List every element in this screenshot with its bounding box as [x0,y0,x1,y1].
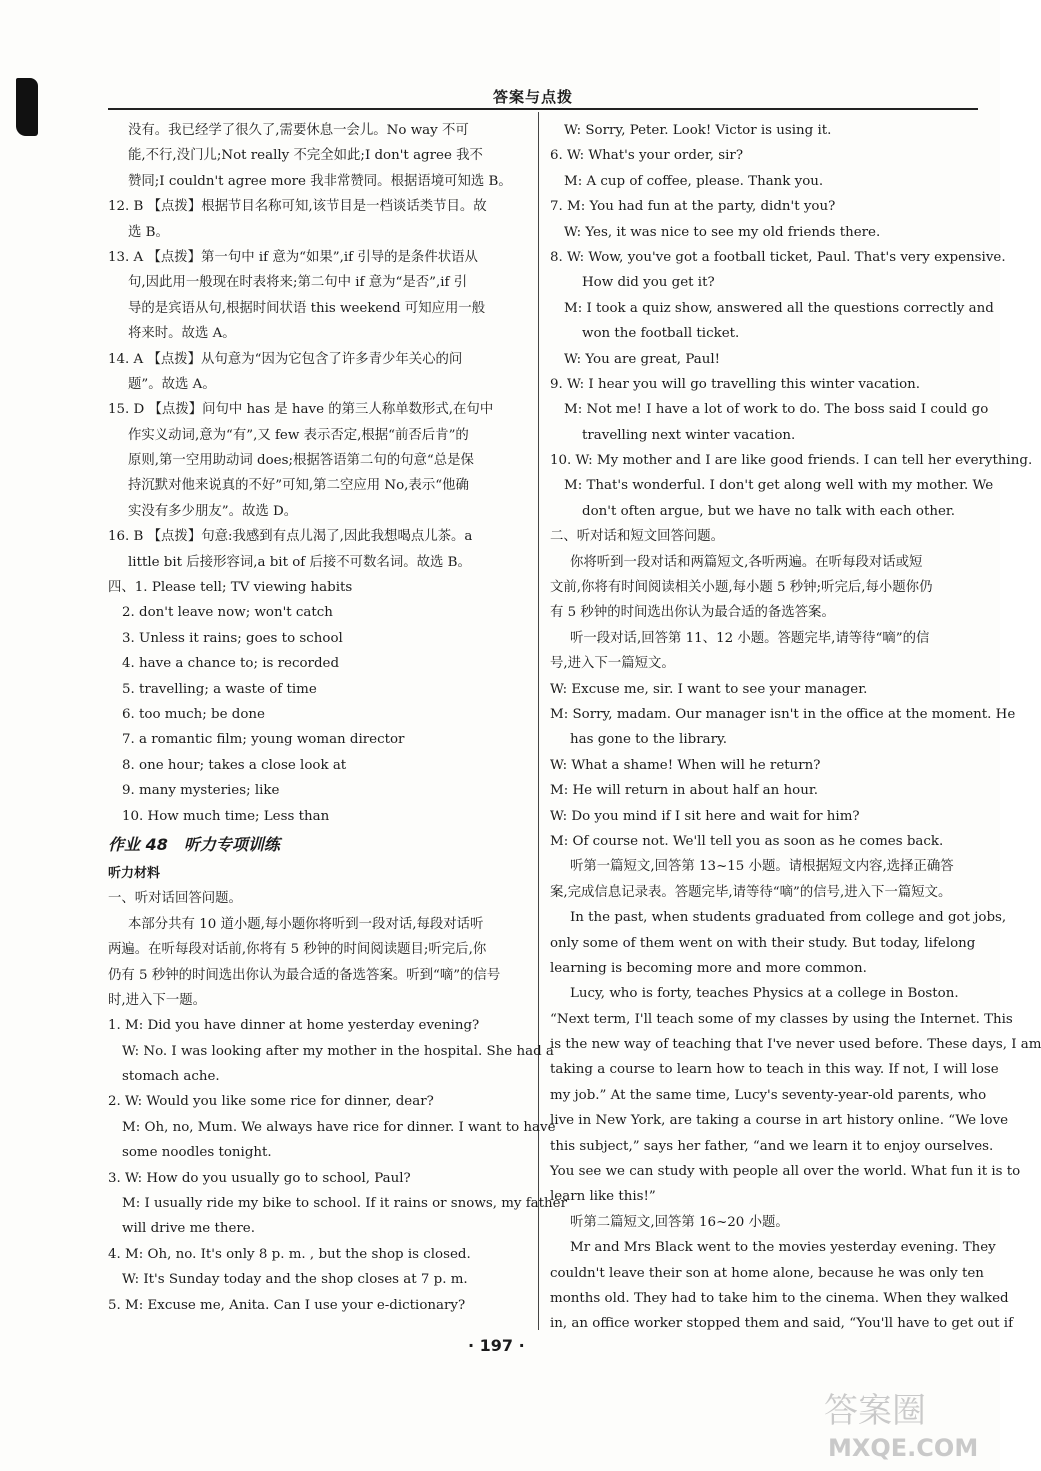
text-line: 导的是宾语从句,根据时间状语 this weekend 可知应用一般 [128,300,486,316]
text-line: Mr and Mrs Black went to the movies yesterday evening. They [570,1240,996,1256]
text-line: M: A cup of coffee, please. Thank you. [564,173,824,189]
section-title: 作业 48 听力专项训练 [108,834,280,854]
text-line: 8. W: Wow, you've got a football ticket, Paul. That's very expensive. [550,249,1006,265]
text-line: 12. B 【点拨】根据节目名称可知,该节目是一档谈话类节目。故 [108,199,487,215]
text-line: 句,因此用一般现在时表将来;第二句中 if 意为“是否”,if 引 [128,275,468,291]
text-line: 5. travelling; a waste of time [122,681,317,697]
text-line: W: Sorry, Peter. Look! Victor is using it. [564,123,832,138]
text-line: 听第一篇短文,回答第 13~15 小题。请根据短文内容,选择正确答 [570,859,954,875]
header-rule [108,108,978,110]
text-line: 6. too much; be done [122,706,265,722]
text-line: W: Excuse me, sir. I want to see your manager. [550,681,868,697]
text-line: 你将听到一段对话和两篇短文,各听两遍。在听每段对话或短 [570,554,923,570]
right-column [550,118,1041,1337]
text-line: this subject,” says her father, “and we learn it to enjoy ourselves. [550,1138,994,1154]
text-line: don't often argue, but we have no talk with each other. [582,503,956,519]
text-line: 没有。我已经学了很久了,需要休息一会儿。No way 不可 [128,123,469,138]
text-line: learning is becoming more and more common. [550,960,867,976]
text-line: W: No. I was looking after my mother in the hospital. She had a [122,1043,554,1059]
text-line: 4. have a chance to; is recorded [122,656,340,672]
text-line: M: I took a quiz show, answered all the questions correctly and [564,300,994,316]
watermark-line2: MXQE.COM [828,1434,979,1462]
text-line: only some of them went on with their study. But today, lifelong [550,935,976,951]
text-line: 实没有多少朋友”。故选 D。 [128,503,298,519]
text-line: 将来时。故选 A。 [128,326,236,342]
text-line: 5. M: Excuse me, Anita. Can I use your e-dictionary? [108,1297,466,1313]
text-line: 3. Unless it rains; goes to school [122,630,343,646]
text-line: 四、1. Please tell; TV viewing habits [108,580,353,596]
text-line: 文前,你将有时间阅读相关小题,每小题 5 秒钟;听完后,每小题你仍 [550,580,933,596]
text-line: learn like this!” [550,1189,656,1205]
text-line: 听力材料 [108,865,161,881]
text-line: W: Do you mind if I sit here and wait for him? [550,808,860,824]
text-line: 题”。故选 A。 [128,376,216,392]
text-line: 2. W: Would you like some rice for dinner, dear? [108,1094,434,1110]
text-line: 7. M: You had fun at the party, didn't you? [550,199,836,215]
column-divider [538,112,539,1330]
header-title: 答案与点拨 [493,88,574,106]
text-line: some noodles tonight. [122,1145,272,1161]
text-line: 7. a romantic film; young woman director [122,732,405,748]
text-line: M: Of course not. We'll tell you as soon as he comes back. [550,833,944,849]
text-line: has gone to the library. [570,732,728,748]
text-line: 9. W: I hear you will go travelling this winter vacation. [550,376,921,392]
left-column [108,118,567,1318]
text-line: 二、听对话和短文回答问题。 [550,529,725,545]
text-line: 本部分共有 10 道小题,每小题你将听到一段对话,每段对话听 [128,916,484,932]
watermark-line1: 答案圈 [824,1391,926,1431]
text-line: 14. A 【点拨】从句意为“因为它包含了许多青少年关心的问 [108,351,463,367]
text-line: 时,进入下一题。 [108,992,206,1008]
text-line: 13. A 【点拨】第一句中 if 意为“如果”,if 引导的是条件状语从 [108,249,478,265]
text-line: little bit 后接形容词,a bit of 后接不可数名词。故选 B。 [128,554,471,570]
text-line: M: I usually ride my bike to school. If it rains or snows, my father [122,1196,567,1212]
text-line: 作实义动词,意为“有”,又 few 表示否定,根据“前否后肯”的 [128,427,469,443]
text-line: live in New York, are taking a course in art history online. “We love [550,1113,1009,1129]
text-line: W: Yes, it was nice to see my old friends there. [564,224,881,240]
text-line: M: He will return in about half an hour. [550,783,819,799]
text-line: M: Not me! I have a lot of work to do. The boss said I could go [564,402,989,418]
page-number: · 197 · [468,1336,525,1355]
text-line: 10. How much time; Less than [122,808,330,824]
text-line: 原则,第一空用助动词 does;根据答语第二句的句意“总是保 [128,453,474,469]
text-line: won the football ticket. [582,326,740,342]
text-line: W: It's Sunday today and the shop closes at 7 p. m. [122,1272,468,1288]
text-line: 8. one hour; takes a close look at [122,757,347,773]
text-line: 1. M: Did you have dinner at home yesterday evening? [108,1018,480,1034]
text-line: is the new way of teaching that I've never used before. These days, I am [550,1037,1041,1053]
text-line: 有 5 秒钟的时间选出你认为最合适的备选答案。 [550,605,835,621]
text-line: in, an office worker stopped them and said, “You'll have to get out if [550,1316,1014,1332]
text-line: couldn't leave their son at home alone, because he was only ten [550,1265,984,1281]
text-line: 案,完成信息记录表。答题完毕,请等待“嘀”的信号,进入下一篇短文。 [550,884,952,900]
text-line: W: You are great, Paul! [564,351,721,367]
text-line: M: Sorry, madam. Our manager isn't in the office at the moment. He [550,706,1016,722]
text-line: 号,进入下一篇短文。 [550,656,675,672]
text-line: my job.” At the same time, Lucy's seventy-year-old parents, who [550,1087,987,1103]
text-line: 听第二篇短文,回答第 16~20 小题。 [570,1214,789,1230]
text-line: 听一段对话,回答第 11、12 小题。答题完毕,请等待“嘀”的信 [570,630,930,646]
text-line: “Next term, I'll teach some of my classes by using the Internet. This [550,1011,1013,1027]
text-line: M: That's wonderful. I don't get along well with my mother. We [564,478,994,494]
text-line: 3. W: How do you usually go to school, Paul? [108,1170,411,1186]
text-line: 仍有 5 秒钟的时间选出你认为最合适的备选答案。听到“嘀”的信号 [108,967,501,983]
text-line: 一、听对话回答问题。 [108,891,242,907]
text-line: 赞同;I couldn't agree more 我非常赞同。根据语境可知选 B。 [128,173,512,189]
text-line: How did you get it? [582,275,715,291]
text-line: You see we can study with people all over the world. What fun it is to [550,1164,1021,1180]
text-line: travelling next winter vacation. [582,427,796,443]
watermark-logo [820,1382,980,1462]
text-line: taking a course to learn how to teach in this way. If not, I will lose [550,1062,999,1078]
text-line: 10. W: My mother and I are like good friends. I can tell her everything. [550,453,1033,469]
text-line: 16. B 【点拨】句意:我感到有点儿渴了,因此我想喝点儿茶。a [108,529,473,545]
text-line: W: What a shame! When will he return? [550,757,821,773]
text-line: 6. W: What's your order, sir? [550,148,744,164]
text-line: Lucy, who is forty, teaches Physics at a college in Boston. [570,986,959,1002]
text-line: months old. They had to take him to the cinema. When they walked [550,1290,1009,1306]
text-line: 15. D 【点拨】问句中 has 是 have 的第三人称单数形式,在句中 [108,402,494,418]
text-line: 持沉默对他来说真的不好”可知,第二空应用 No,表示“他确 [128,478,469,494]
text-line: In the past, when students graduated from college and got jobs, [570,910,1007,926]
text-line: 9. many mysteries; like [122,783,280,799]
text-line: 能,不行,没门儿;Not really 不完全如此;I don't agree 我不 [128,148,483,164]
text-line: stomach ache. [122,1069,220,1085]
text-line: 选 B。 [128,224,169,240]
text-line: 两遍。在听每段对话前,你将有 5 秒钟的时间阅读题目;听完后,你 [108,942,487,958]
text-line: M: Oh, no, Mum. We always have rice for dinner. I want to have [122,1119,556,1135]
text-line: will drive me there. [122,1221,255,1237]
text-line: 4. M: Oh, no. It's only 8 p. m. , but the shop is closed. [108,1246,471,1262]
text-line: 2. don't leave now; won't catch [122,605,333,621]
page-header [0,84,1000,110]
